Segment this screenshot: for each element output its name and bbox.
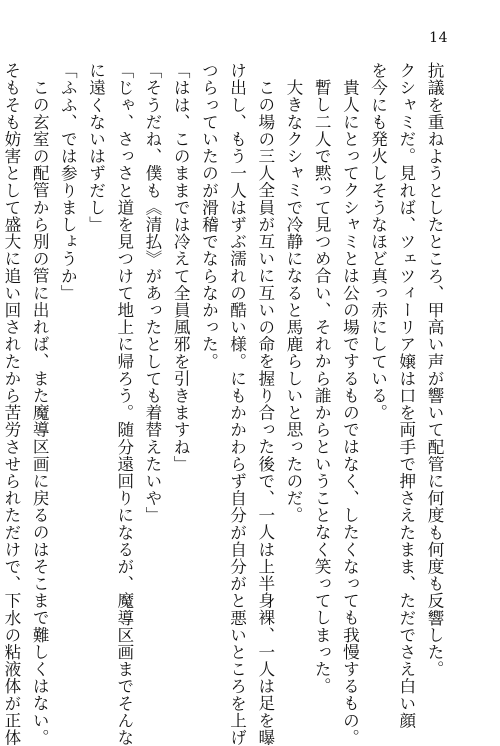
text-line: 「はは、このままでは冷えて全員風邪を引きますね」 — [171, 62, 191, 473]
text-line: そもそも妨害として盛大に追い回されたから苦労させられただけで、下水の粘液体が正体 — [1, 62, 21, 746]
text-line: 「ふふ、では参りましょうか」 — [58, 62, 78, 302]
text-line: 「そうだね、僕も《清払》があったとしても着替えたいや」 — [142, 62, 162, 524]
text-line: クシャミだ。見れば、ツェツィーリア嬢は口を両手で押さえたまま、ただでさえ白い顔 — [396, 62, 416, 729]
text-line: つらっていたのが滑稽でならなかった。 — [199, 62, 219, 370]
text-line: を今にも発火しそうなほど真っ赤にしている。 — [368, 62, 388, 422]
text-line: 大きなクシャミで冷静になると馬鹿らしいと思ったのだ。 — [283, 78, 303, 524]
text-line: 貴人にとってクシャミとは公の場でするものではなく、したくなっても我慢するもの。 — [340, 78, 360, 746]
vertical-text-body — [1, 62, 448, 746]
text-line: け出し、もう一人はずぶ濡れの酷い様。にもかかわらず自分が自分がと悪いところを上げ — [227, 62, 247, 746]
text-line: この場の三人全員が互いに互いの命を握り合った後で、一人は上半身裸、一人は足を曝 — [255, 78, 275, 746]
page-number: 14 — [429, 30, 448, 46]
text-line: 抗議を重ねようとしたところ、甲高い声が響いて配管に何度も何度も反響した。 — [425, 62, 444, 678]
text-line: この玄室の配管から別の管に出れば、また魔導区画に戻るのはそこまで難しくはない。 — [30, 78, 50, 746]
text-line: 「じゃ、さっさと道を見つけて地上に帰ろう。随分遠回りになるが、魔導区画までそんな — [114, 62, 134, 746]
text-line: 暫し二人で黙って見つめ合い、それから誰からということなく笑ってしまった。 — [312, 78, 332, 695]
text-line: に遠くないはずだし」 — [86, 62, 106, 233]
